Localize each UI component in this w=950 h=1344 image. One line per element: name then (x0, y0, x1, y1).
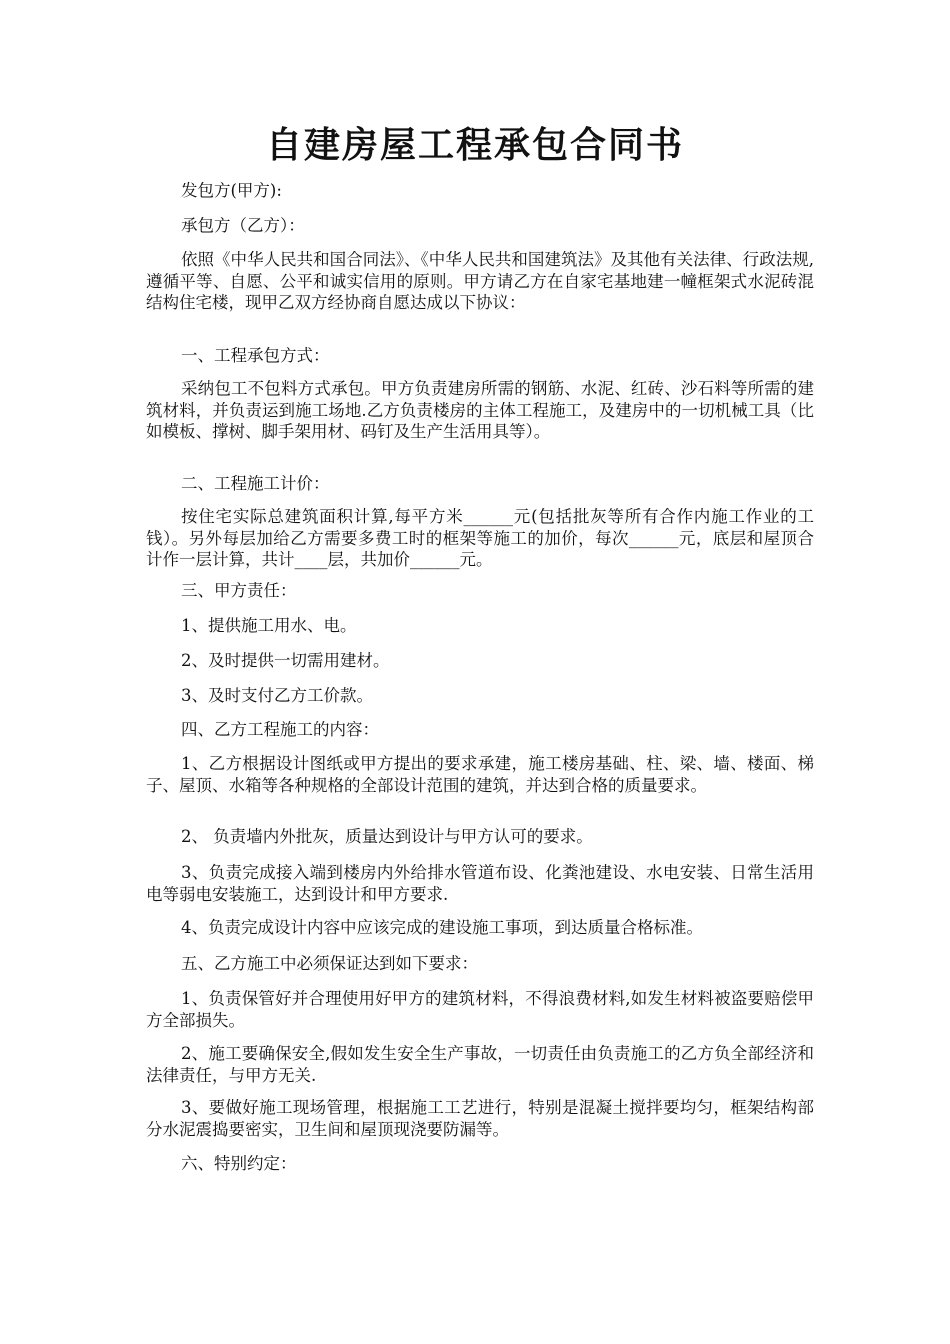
document-title: 自建房屋工程承包合同书 (265, 125, 684, 166)
section-2-body: 按住宅实际总建筑面积计算,每平方米______元(包括批灰等所有合作内施工作业的工钱）。另外每层加给乙方需要多费工时的框架等施工的加价，每次______元，底层和屋顶合计作一层计算，共计____层，共加价______元。 (146, 507, 814, 569)
section-3-item-3: 3、及时支付乙方工价款。 (181, 686, 373, 705)
section-2-heading: 二、工程施工计价： (181, 474, 330, 493)
section-3-item-2: 2、及时提供一切需用建材。 (181, 651, 390, 670)
party-a-line: 发包方(甲方): (181, 181, 282, 200)
section-5-item-1: 1、负责保管好并合理使用好甲方的建筑材料，不得浪费材料,如发生材料被盗要赔偿甲方全部损失。 (146, 989, 814, 1030)
section-5-item-3: 3、要做好施工现场管理，根据施工工艺进行，特别是混凝土搅拌要均匀，框架结构部分水泥震捣要密实，卫生间和屋顶现浇要防漏等。 (146, 1098, 814, 1139)
preamble-paragraph: 依照《中华人民共和国合同法》、《中华人民共和国建筑法》及其他有关法律、行政法规,遵循平等、自愿、公平和诚实信用的原则。甲方请乙方在自家宅基地建一幢框架式水泥砖混结构住宅楼，现甲乙双方经协商自愿达成以下协议： (146, 250, 814, 312)
section-4-item-3: 3、负责完成接入端到楼房内外给排水管道布设、化粪池建设、水电安装、日常生活用电等弱电安装施工，达到设计和甲方要求. (146, 863, 814, 904)
section-4-item-1: 1、乙方根据设计图纸或甲方提出的要求承建，施工楼房基础、柱、梁、墙、楼面、梯子、屋顶、水箱等各种规格的全部设计范围的建筑，并达到合格的质量要求。 (146, 754, 814, 795)
section-3-heading: 三、甲方责任： (181, 581, 297, 600)
section-1-body: 采纳包工不包料方式承包。甲方负责建房所需的钢筋、水泥、红砖、沙石料等所需的建筑材料，并负责运到施工场地.乙方负责楼房的主体工程施工，及建房中的一切机械工具（比如模板、撑树、脚手架用材、码钉及生产生活用具等）。 (146, 379, 814, 441)
section-4-item-2: 2、 负责墙内外批灰，质量达到设计与甲方认可的要求。 (181, 827, 593, 846)
section-4-item-4: 4、负责完成设计内容中应该完成的建设施工事项，到达质量合格标准。 (181, 918, 703, 937)
section-1-heading: 一、工程承包方式： (181, 346, 330, 365)
section-4-heading: 四、乙方工程施工的内容： (181, 720, 379, 739)
section-6-heading: 六、特别约定： (181, 1154, 297, 1173)
section-5-item-2: 2、施工要确保安全,假如发生安全生产事故，一切责任由负责施工的乙方负全部经济和法律责任，与甲方无关. (146, 1044, 814, 1085)
party-b-line: 承包方（乙方）： (181, 216, 305, 235)
section-5-heading: 五、乙方施工中必须保证达到如下要求： (181, 954, 478, 973)
section-3-item-1: 1、提供施工用水、电。 (181, 616, 357, 635)
